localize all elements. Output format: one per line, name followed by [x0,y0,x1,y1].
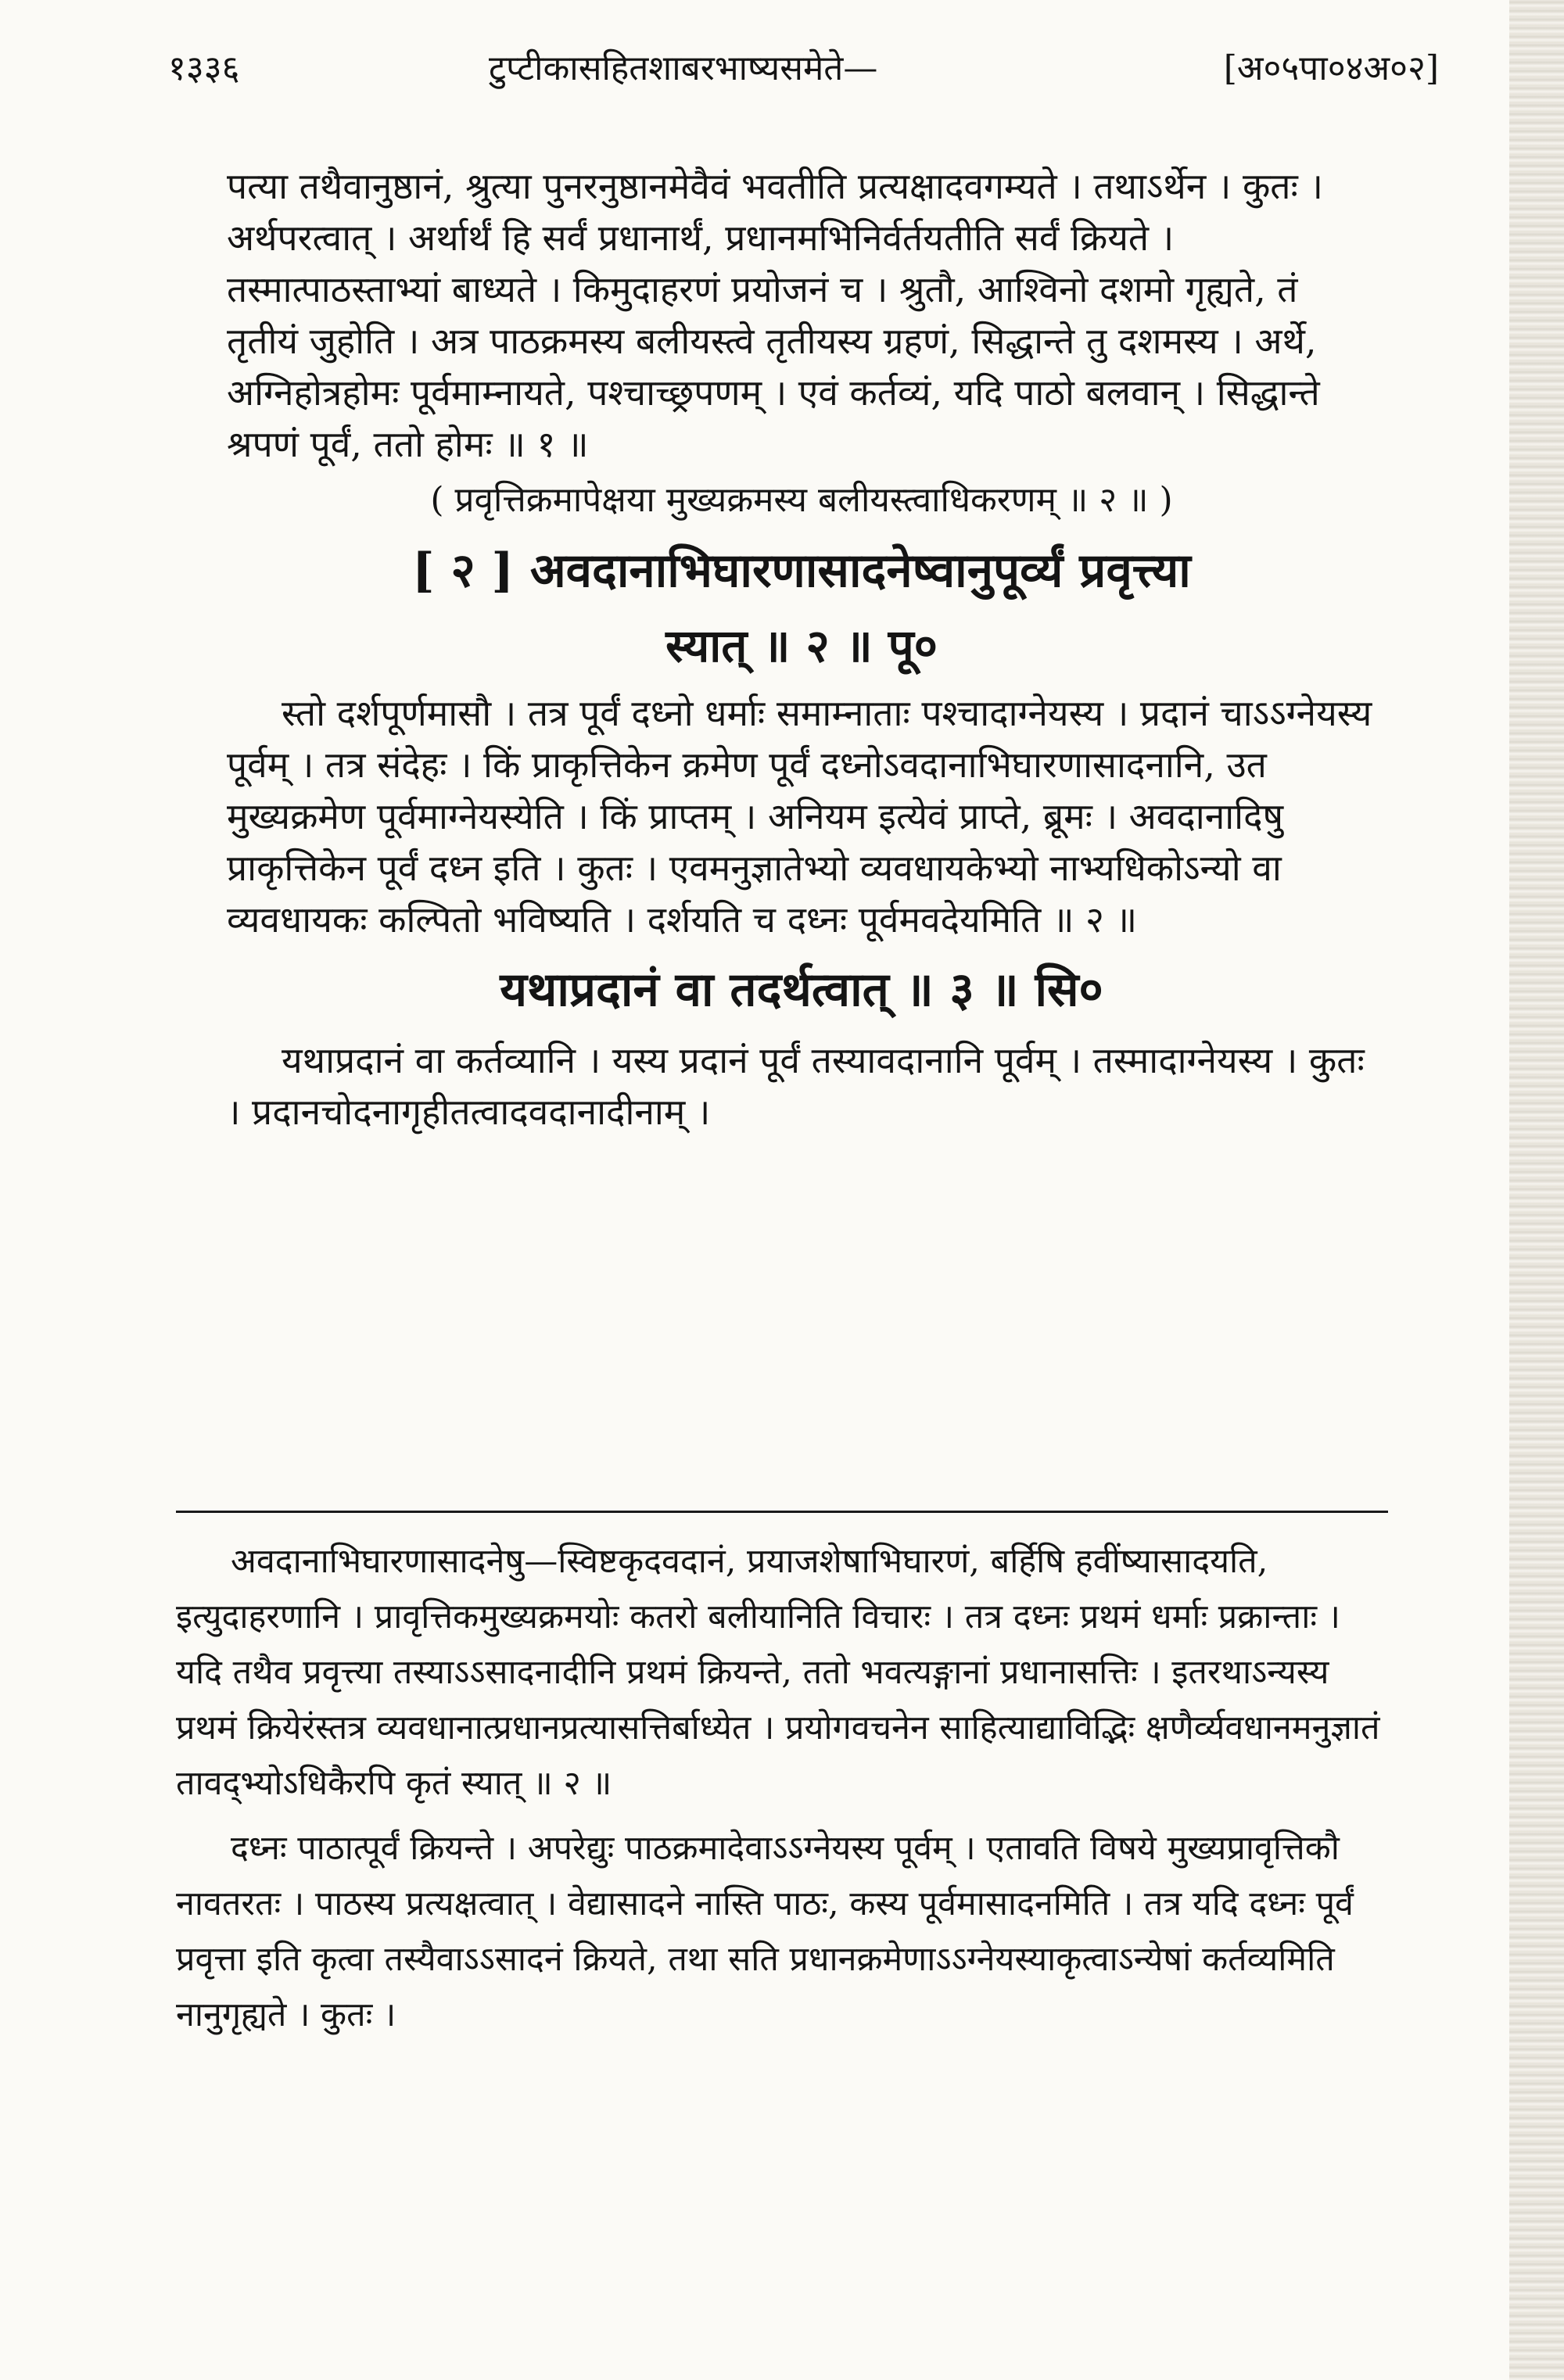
bhashya-paragraph-1: पत्या तथैवानुष्ठानं, श्रुत्या पुनरनुष्ठानमेवैवं भवतीति प्रत्यक्षादवगम्यते । तथाऽर्थेन । कुतः । अर्थपरत्वात् । अर्थार्थं हि सर्वं प्रधानार्थं, प्रधानमभिनिर्वर्तयतीति सर्वं क्रियते । तस्मात्पाठस्ताभ्यां बाध्यते । किमुदाहरणं प्रयोजनं च । श्रुतौ, आश्विनो दशमो गृह्यते, तं तृतीयं जुहोति । अत्र पाठक्रमस्य बलीयस्त्वे तृतीयस्य ग्रहणं, सिद्धान्ते तु दशमस्य । अर्थे, अग्निहोत्रहोमः पूर्वमाम्नायते, पश्चाच्छ्रपणम् । एवं कर्तव्यं, यदि पाठो बलवान् । सिद्धान्ते श्रपणं पूर्वं, ततो होमः ॥ १ ॥ [227,165,1323,465]
page-number: १३३६ [168,48,240,88]
sutra-2-line-1: [ २ ] अवदानाभिघारणासादनेष्वानुपूर्व्यं प्रवृत्त्या [412,543,1191,598]
chapter-reference: [अ०५पा०४अ०२] [1223,48,1439,88]
footnote-2: दध्नः पाठात्पूर्वं क्रियन्ते । अपरेद्युः पाठक्रमादेवाऽऽग्नेयस्य पूर्वम् । एतावति विषये मुख्यप्रावृत्तिकौ नावतरतः । पाठस्य प्रत्यक्षत्वात् । वेद्यासादने नास्ति पाठः, कस्य पूर्वमासादनमिति । तत्र यदि दध्नः पूर्वं प्रवृत्ता इति कृत्वा तस्यैवाऽऽसादनं क्रियते, तथा सति प्रधानक्रमेणाऽऽग्नेयस्याकृत्वाऽन्येषां कर्तव्यमिति नानुगृह्यते । कुतः । [176,1829,1354,2034]
footnote-divider [176,1511,1388,1513]
adhikarana-title: ( प्रवृत्तिक्रमापेक्षया मुख्यक्रमस्य बलीयस्त्वाधिकरणम् ॥ २ ॥ ) [430,480,1173,520]
running-header [168,43,1439,109]
sutra-2-line-2: स्यात् ॥ २ ॥ पू० [665,619,938,672]
main-text [227,160,1376,1142]
running-title: टुप्टीकासहितशाबरभाष्यसमेते— [489,48,878,88]
bhashya-paragraph-2: स्तो दर्शपूर्णमासौ । तत्र पूर्वं दध्नो धर्माः समाम्नाताः पश्चादाग्नेयस्य । प्रदानं चाऽऽग्नेयस्य पूर्वम् । तत्र संदेहः । किं प्राकृत्तिकेन क्रमेण पूर्वं दध्नोऽवदानाभिघारणासादनानि, उत मुख्यक्रमेण पूर्वमाग्नेयस्येति । किं प्राप्तम् । अनियम इत्येवं प्राप्ते, ब्रूमः । अवदानादिषु प्राकृत्तिकेन पूर्वं दध्न इति । कुतः । एवमनुज्ञातेभ्यो व्यवधायकेभ्यो नाभ्यधिकोऽन्यो वा व्यवधायकः कल्पितो भविष्यति । दर्शयति च दध्नः पूर्वमवदेयमिति ॥ २ ॥ [227,692,1372,941]
footnotes [176,1534,1384,2052]
bhashya-paragraph-3: यथाप्रदानं वा कर्तव्यानि । यस्य प्रदानं पूर्वं तस्यावदानानि पूर्वम् । तस्मादाग्नेयस्य । कुतः । प्रदानचोदनागृहीतत्वादवदानादीनाम् । [227,1039,1365,1133]
scan-page-edge [1509,0,1564,2380]
footnote-1: अवदानाभिघारणासादनेषु—स्विष्टकृदवदानं, प्रयाजशेषाभिघारणं, बर्हिषि हवींष्यासादयति, इत्युदाहरणानि । प्रावृत्तिकमुख्यक्रमयोः कतरो बलीयानिति विचारः । तत्र दध्नः प्रथमं धर्माः प्रक्रान्ताः । यदि तथैव प्रवृत्त्या तस्याऽऽसादनादीनि प्रथमं क्रियन्ते, ततो भवत्यङ्गानां प्रधानासत्तिः । इतरथाऽन्यस्य प्रथमं क्रियेरंस्तत्र व्यवधानात्प्रधानप्रत्यासत्तिर्बाध्येत । प्रयोगवचनेन साहित्याद्याविद्भिः क्षणैर्व्यवधानमनुज्ञातं तावद्भ्योऽधिकैरपि कृतं स्यात् ॥ २ ॥ [176,1542,1380,1803]
sutra-3: यथाप्रदानं वा तदर्थत्वात् ॥ ३ ॥ सि० [500,962,1103,1017]
